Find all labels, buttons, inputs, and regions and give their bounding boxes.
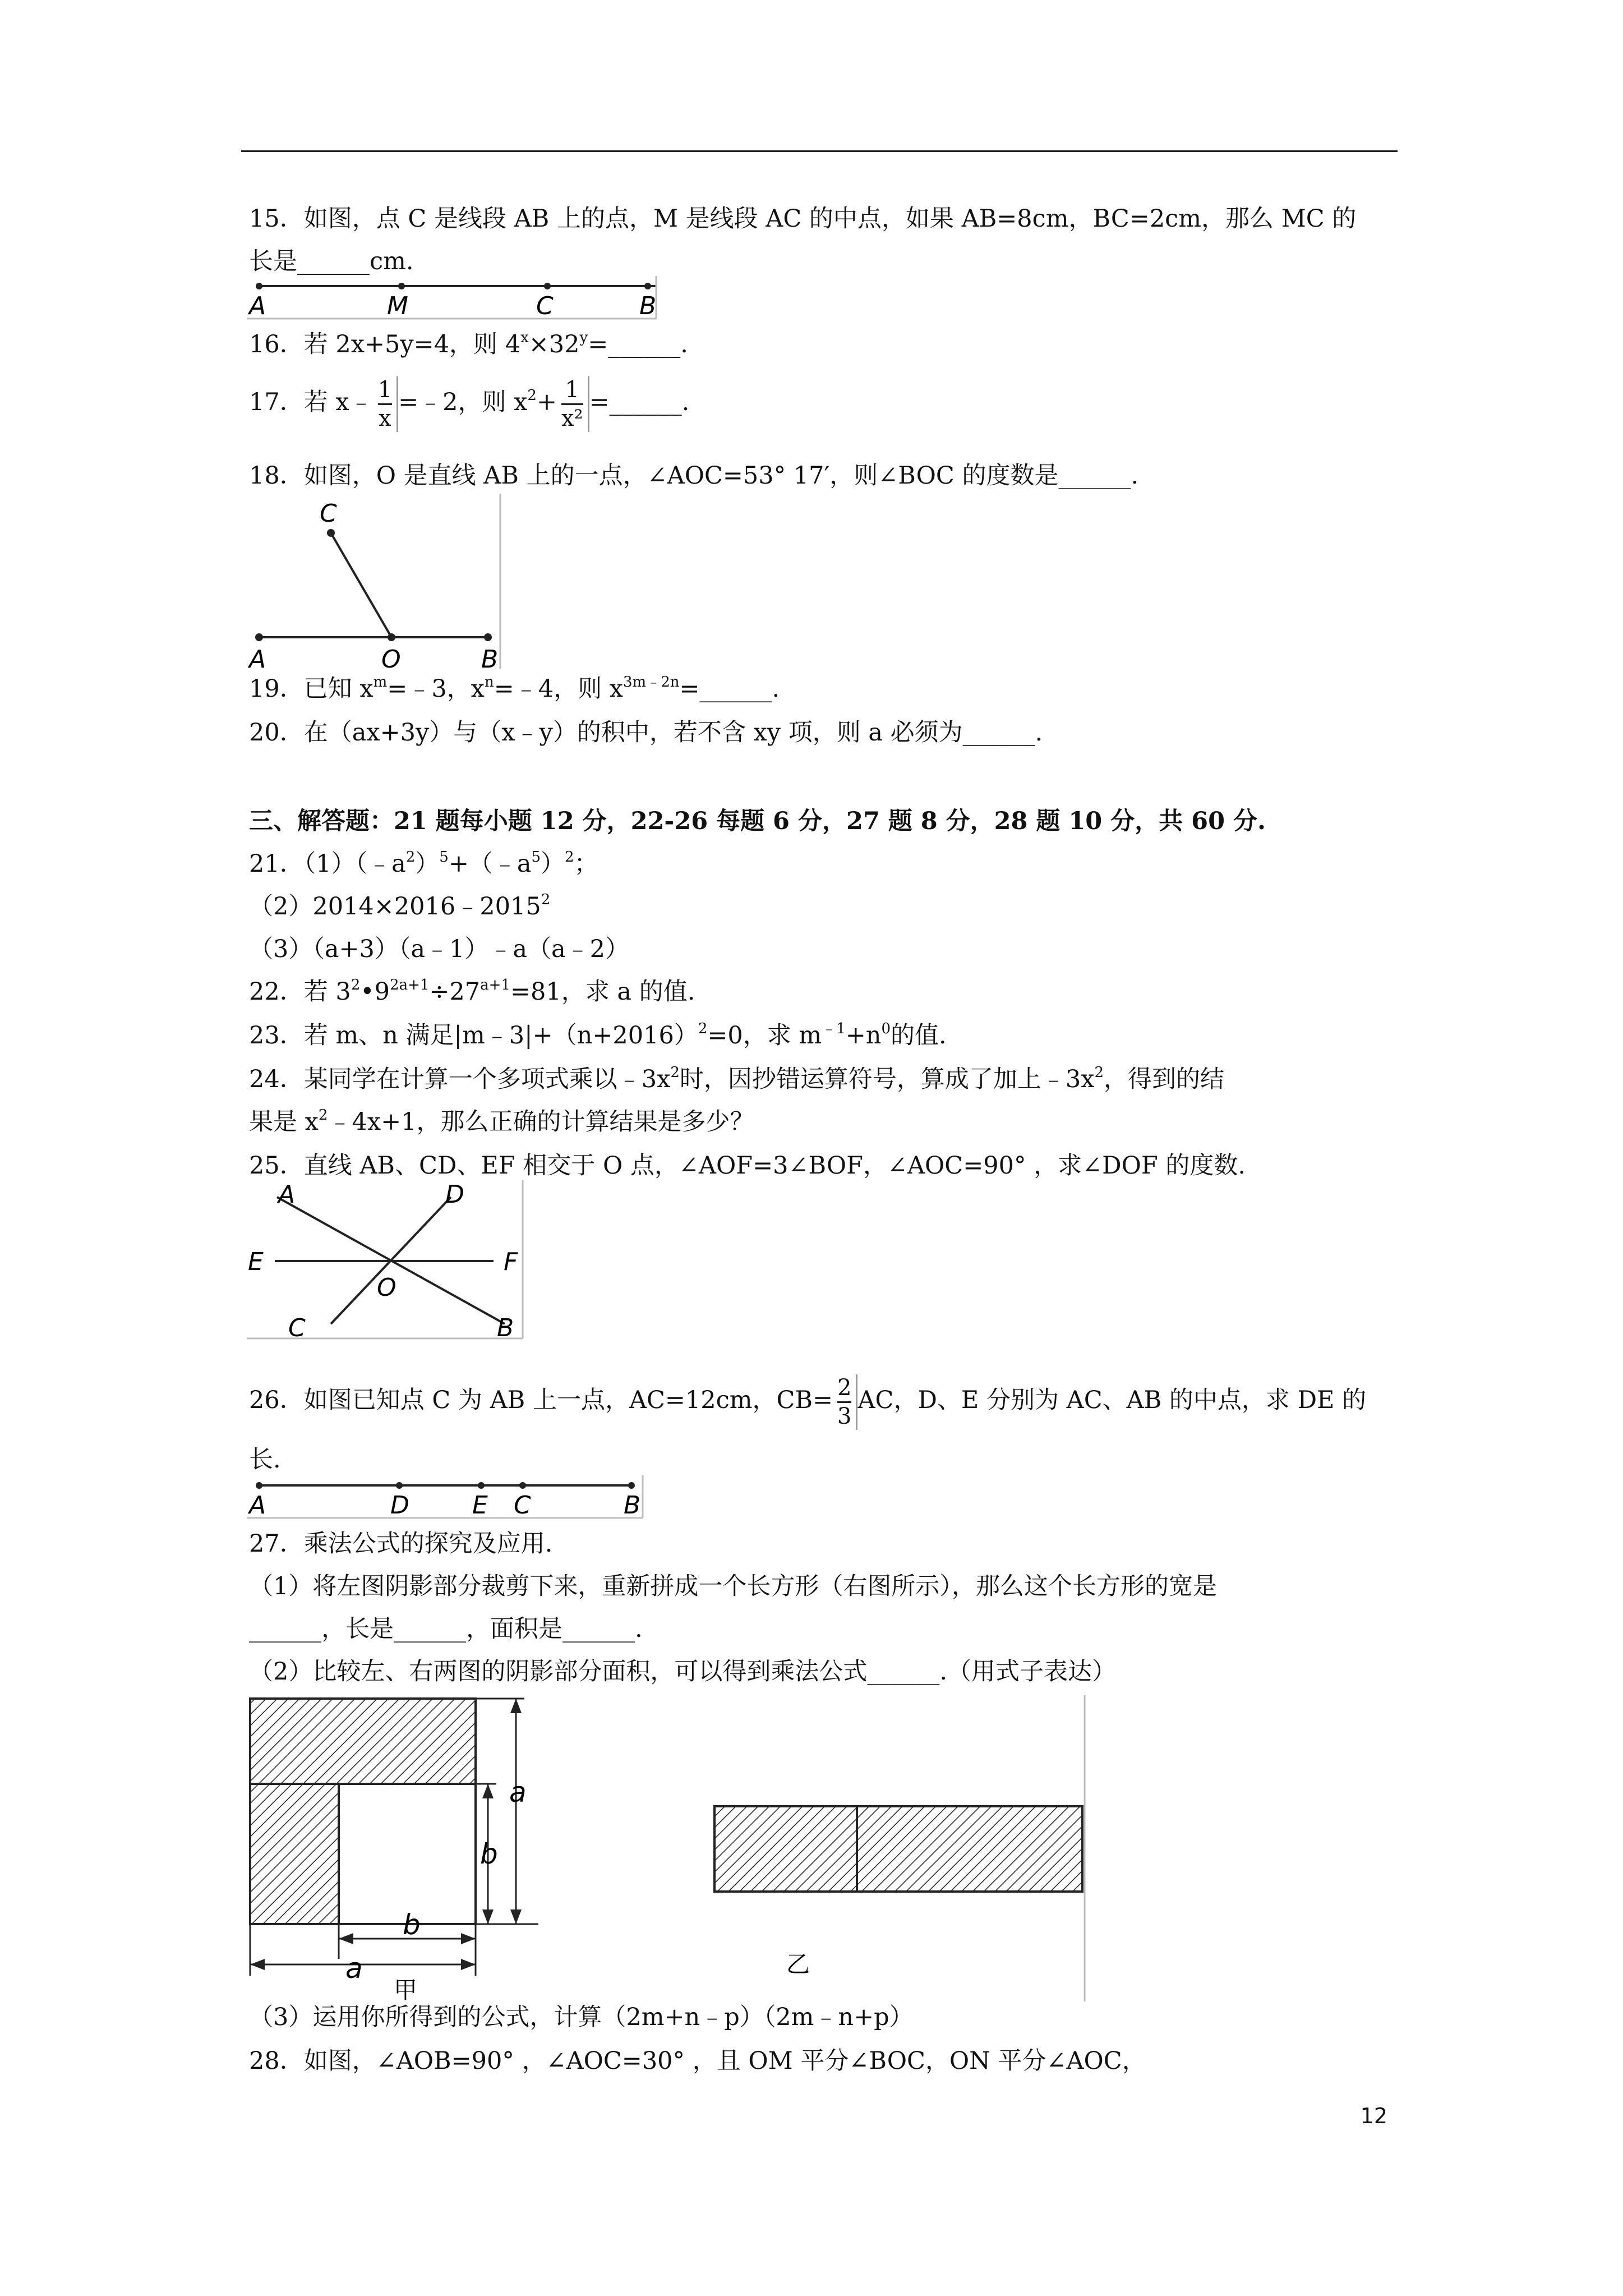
q15-label-m: M [387,292,408,320]
q17-fraction-1: $\frac{1}{x}$ [374,376,398,432]
q21-line3: （3）（a+3）（a﹣1）﹣a（a﹣2） [249,935,630,963]
q25-label-a: A [278,1180,296,1209]
q15-figure [247,276,667,321]
q18-figure [247,494,510,673]
q26-line2: 长. [249,1446,281,1474]
q26-label-c: C [514,1491,531,1520]
q27-part2: （2）比较左、右两图的阴影部分面积，可以得到乘法公式______.（用式子表达） [249,1658,1117,1686]
q24-line2: 果是 $x^2﹣4x+1$，那么正确的计算结果是多少？ [249,1107,754,1136]
q27-label-a-right: a [509,1776,527,1809]
q20-line: 20．在（ax+3y）与（x﹣y）的积中，若不含 xy 项，则 a 必须为______. [249,719,1043,747]
q18-label-a: A [249,645,266,673]
q18-line: 18．如图，O 是直线 AB 上的一点，∠AOC=53° 17′，则∠BOC 的度数是______. [249,462,1139,490]
section3-title: 三、解答题：21 题每小题 12 分，22-26 每题 6 分，27 题 8 分，28 题 10 分，共 60 分. [249,807,1266,835]
q26-label-a: A [249,1491,266,1520]
q27-part3: （3）运用你所得到的公式，计算（2m+n﹣p）（2m﹣n+p） [249,2003,914,2031]
q27-part1: （1）将左图阴影部分裁剪下来，重新拼成一个长方形（右图所示），那么这个长方形的宽是 [249,1572,1217,1600]
q15-line2: 长是______cm. [249,247,414,275]
q26-fraction: $\frac{2}{3}$ [833,1374,857,1430]
q25-line: 25．直线 AB、CD、EF 相交于 O 点，∠AOF=3∠BOF，∠AOC=90° ，求∠DOF 的度数. [249,1152,1246,1180]
q17-fraction-2: $\frac{1}{\text{x²}}$ [557,376,589,432]
q19-line: 19．已知 $x^m=﹣3$，$x^n=﹣4$，则 $x^{3m﹣2n}=\_\_\_\_\_\_$. [249,674,780,703]
q27-label-b-right: b [480,1838,498,1870]
q27-part1-blanks: ______，长是______，面积是______. [249,1615,643,1643]
q26-label-b: B [624,1491,641,1520]
q27-label-b-bottom: b [403,1908,421,1941]
q27-figure [247,1695,1088,2004]
q26-label-d: D [390,1491,409,1520]
q25-label-d: D [445,1180,464,1209]
q21-line2: $(2)2014\times 2016﹣2015^2$ [249,891,551,921]
q25-label-o: O [377,1273,396,1302]
q15-line1: 15．如图，点 C 是线段 AB 上的点，M 是线段 AC 的中点，如果 AB=8cm，BC=2cm，那么 MC 的 [249,205,1357,233]
q25-label-b: B [497,1314,514,1342]
q18-label-b: B [481,645,499,673]
q18-label-o: O [381,645,401,673]
q25-label-f: F [504,1248,518,1276]
q25-label-c: C [288,1314,306,1342]
q17-line: 17．若 x﹣ $\frac{1}{x}$ =﹣2，则 $x^2+$ $\frac{1}{\text{x²}}$ =______. [249,376,690,431]
q27-label-yi: 乙 [786,1950,810,1978]
q26-line1: 26．如图已知点 C 为 AB 上一点，AC=12cm，CB= $\frac{2}{3}$ AC，D、E 分别为 AC、AB 的中点，求 DE 的 [249,1374,1367,1429]
q15-label-b: B [639,292,657,320]
page-number: 12 [1360,2104,1387,2128]
q21-line1: 21．$(1)(﹣a^2)^5+(﹣a^5)^2$； [249,849,598,878]
q18-label-c: C [320,499,337,528]
q27-label-a-bottom: a [345,1952,363,1985]
q27-title: 27．乘法公式的探究及应用. [249,1530,553,1558]
q28-line: 28．如图，∠AOB=90° ，∠AOC=30° ，且 OM 平分∠BOC，ON 平分∠AOC， [249,2047,1146,2075]
q25-figure [247,1180,533,1343]
header-rule [241,150,1398,152]
q27-label-jia: 甲 [394,1976,418,2004]
q22-line: 22．若 $3^2•9^{2a+1}\div 27^{a+1}=81$，求 a 的值. [249,977,695,1006]
q16-line: 16．若 2x+5y=4，则 $4^x\times 32^y=\_\_\_\_\_\_$. [249,329,688,358]
q24-line1: 24．某同学在计算一个多项式乘以$﹣3x^2$时，因抄错运算符号，算成了加上$﹣3x^2$，得到的结 [249,1064,1225,1093]
q15-label-a: A [249,292,266,320]
q26-figure [247,1475,651,1520]
q15-label-c: C [536,292,554,320]
q26-label-e: E [472,1491,488,1520]
q25-label-e: E [248,1248,264,1276]
q23-line: 23．若 m、n 满足$|m﹣3|+(n+2016)^2=0$，求 $m^{﹣1}+n^0$的值. [249,1020,947,1050]
